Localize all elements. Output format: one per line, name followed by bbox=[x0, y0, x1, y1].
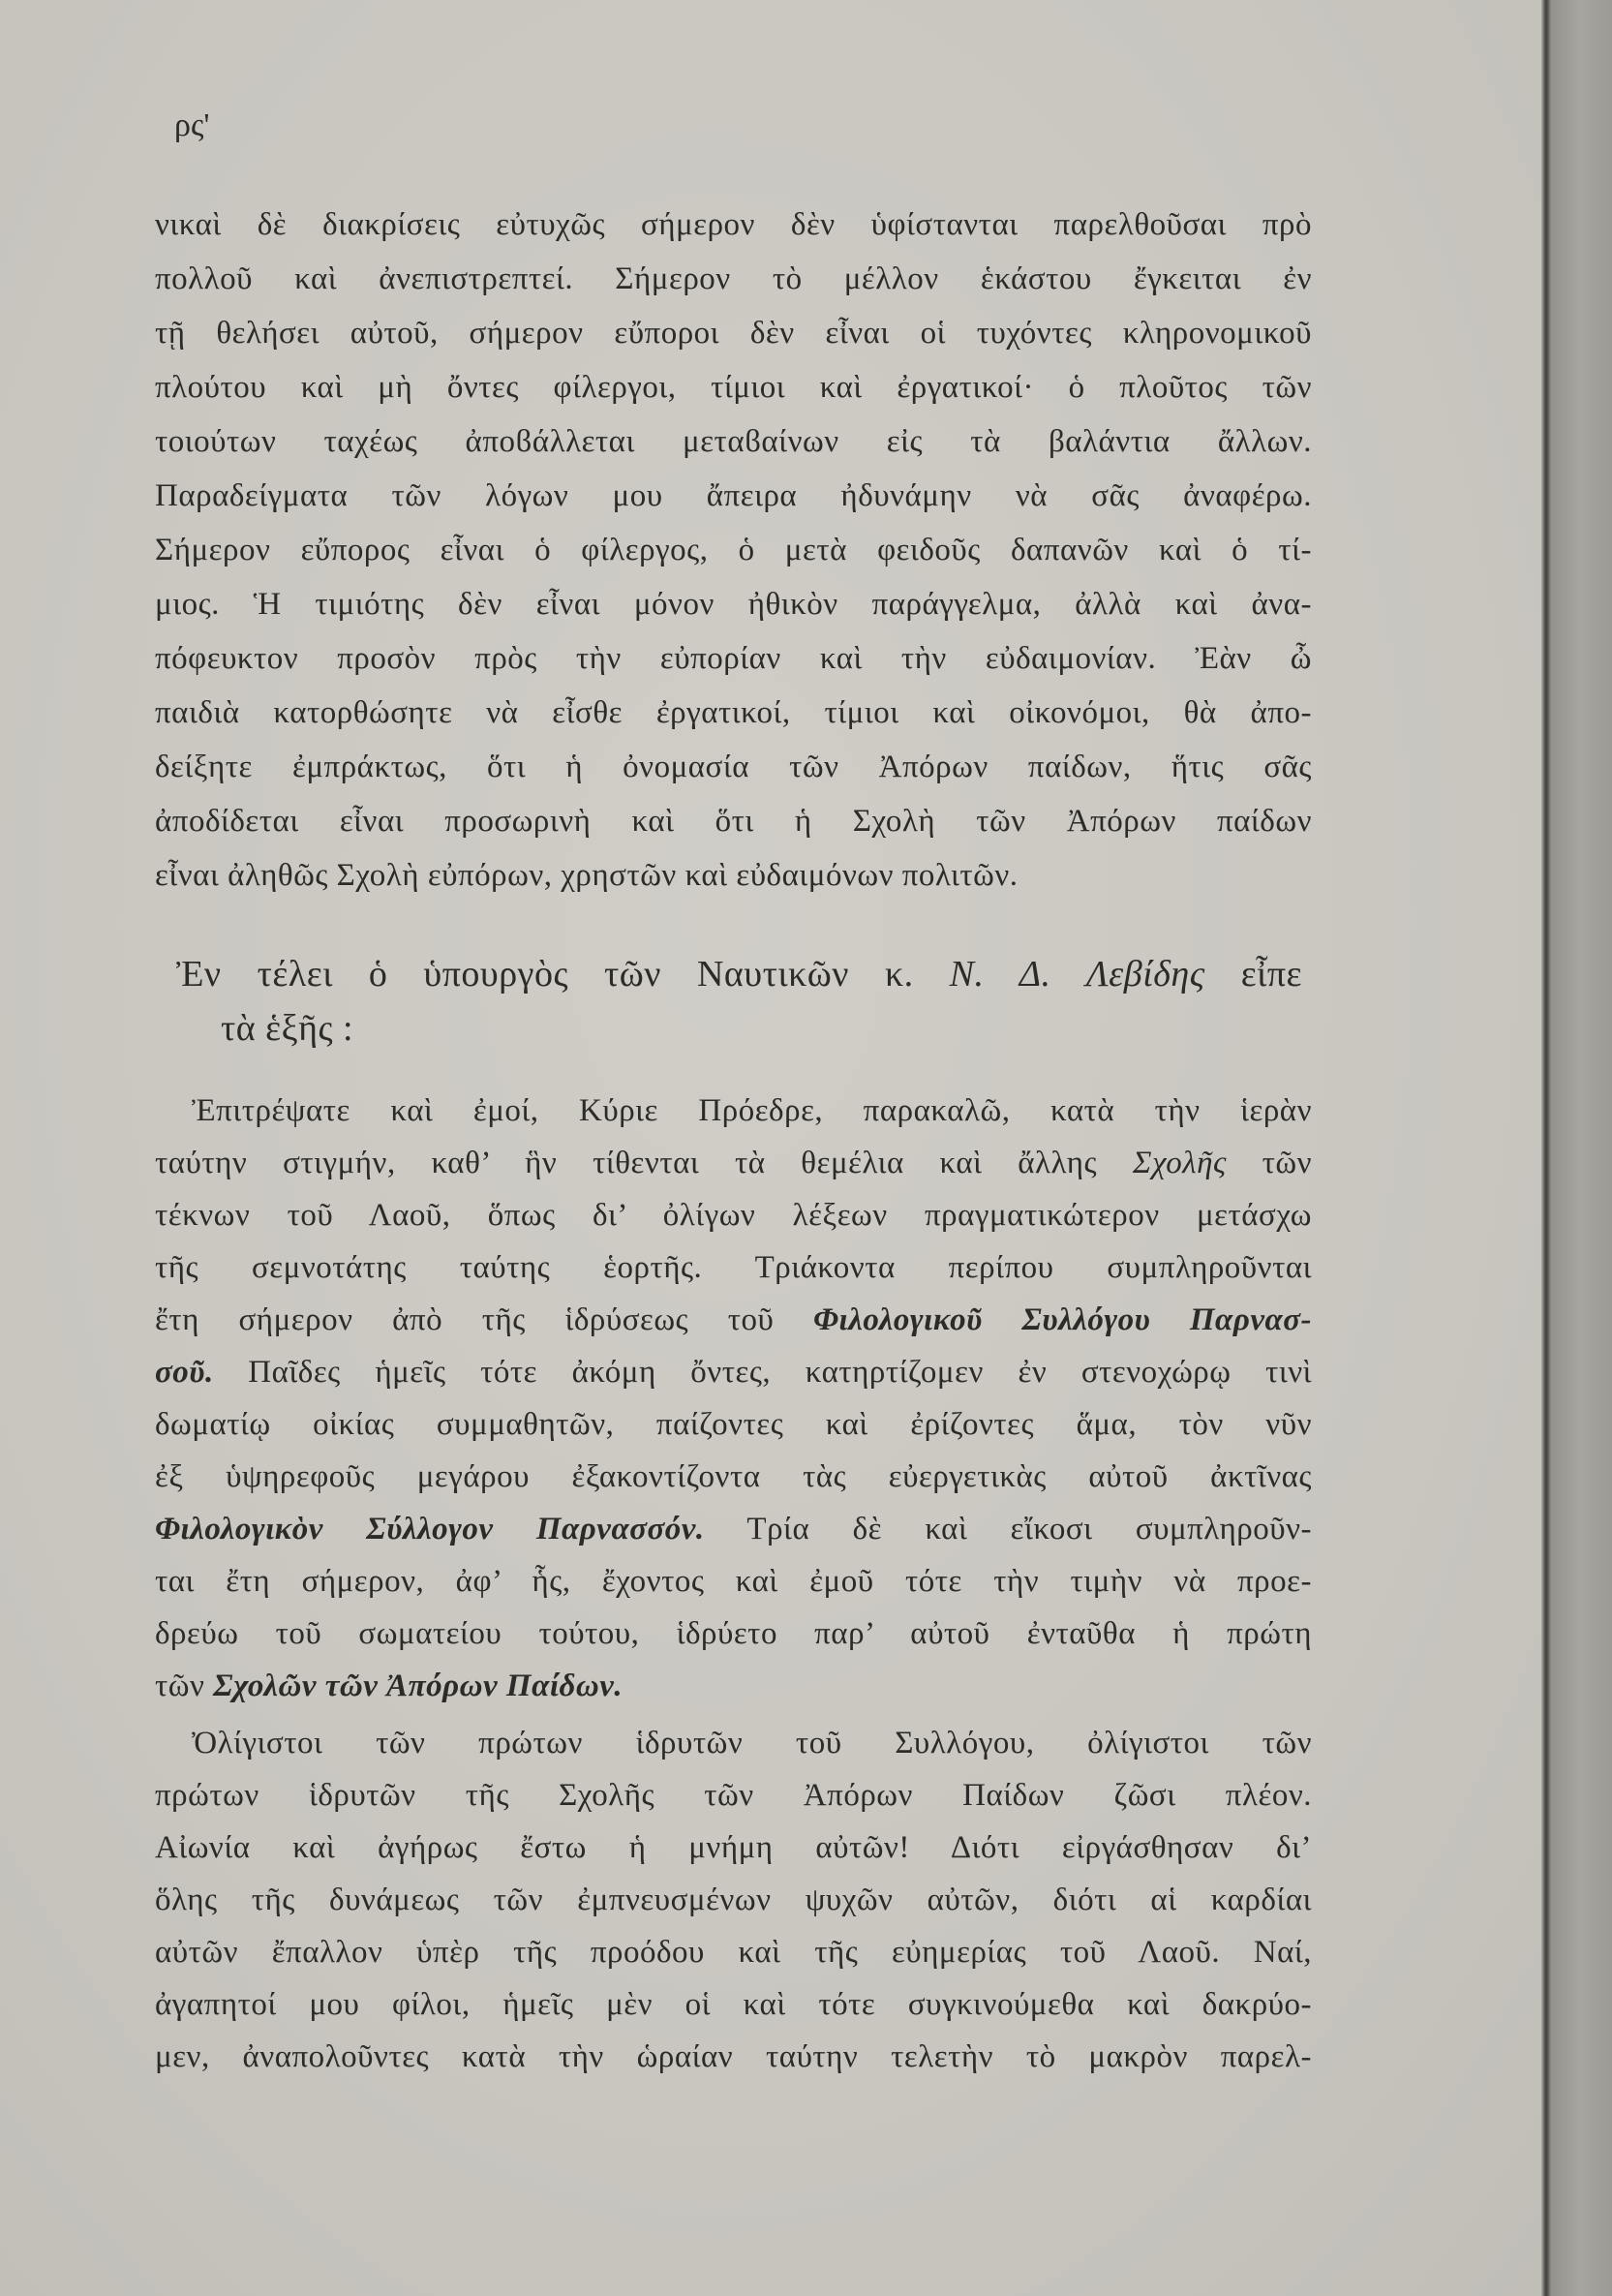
speaker-name: Ν. Δ. Λεβίδης bbox=[949, 954, 1205, 995]
text-line: δείξητε ἐμπράκτως, ὅτι ἡ ὀνομασία τῶν Ἀπόρων παίδων, ἥτις σᾶς bbox=[155, 750, 1312, 784]
text-line: πρώτων ἱδρυτῶν τῆς Σχολῆς τῶν Ἀπόρων Παίδων ζῶσι πλέον. bbox=[155, 1778, 1312, 1813]
text-line: Αἰωνία καὶ ἀγήρως ἔστω ἡ μνήμη αὐτῶν! Διότι εἰργάσθησαν δι’ bbox=[155, 1830, 1312, 1865]
bold-italic-text: Φιλολογικὸν Σύλλογον Παρνασσόν. bbox=[155, 1512, 705, 1546]
text-segment: Τρία δὲ καὶ εἴκοσι συμπληροῦν- bbox=[704, 1512, 1312, 1546]
text-line: δωματίῳ οἰκίας συμμαθητῶν, παίζοντες καὶ ἐρίζοντες ἅμα, τὸν νῦν bbox=[155, 1407, 1312, 1442]
text-line: ἀποδίδεται εἶναι προσωρινὴ καὶ ὅτι ἡ Σχολὴ τῶν Ἀπόρων παίδων bbox=[155, 804, 1312, 839]
text-line: τῆς σεμνοτάτης ταύτης ἑορτῆς. Τριάκοντα περίπου συμπληροῦνται bbox=[155, 1250, 1312, 1285]
italic-text: Σχολῆς bbox=[1132, 1146, 1227, 1180]
text-line: ὅλης τῆς δυνάμεως τῶν ἐμπνευσμένων ψυχῶν αὐτῶν, διότι αἱ καρδίαι bbox=[155, 1883, 1312, 1917]
bold-italic-text: Σχολῶν τῶν Ἀπόρων Παίδων. bbox=[213, 1668, 624, 1703]
text-line: αὐτῶν ἔπαλλον ὑπὲρ τῆς προόδου καὶ τῆς εὐημερίας τοῦ Λαοῦ. Ναί, bbox=[155, 1935, 1312, 1970]
page-number: ρς' bbox=[174, 107, 210, 143]
text-line bbox=[155, 1346, 1312, 1398]
bold-italic-text: σοῦ. bbox=[155, 1355, 214, 1390]
text-segment: Παῖδες ἡμεῖς τότε ἀκόμη ὄντες, κατηρτίζομεν ἐν στενοχώρῳ τινὶ bbox=[213, 1355, 1312, 1390]
text-line: πολλοῦ καὶ ἀνεπιστρεπτεί. Σήμερον τὸ μέλλον ἑκάστου ἔγκειται ἐν bbox=[155, 261, 1312, 296]
text-segment: τῶν bbox=[1226, 1146, 1312, 1180]
text-line: ἀγαπητοί μου φίλοι, ἡμεῖς μὲν οἱ καὶ τότε συγκινούμεθα καὶ δακρύο- bbox=[155, 1987, 1312, 2022]
text-line: μεν, ἀναπολοῦντες κατὰ τὴν ὡραίαν ταύτην τελετὴν τὸ μακρὸν παρελ- bbox=[155, 2039, 1312, 2074]
text-line: Σήμερον εὔπορος εἶναι ὁ φίλεργος, ὁ μετὰ φειδοῦς δαπανῶν καὶ ὁ τί- bbox=[155, 533, 1312, 567]
text-line: Παραδείγματα τῶν λόγων μου ἄπειρα ἠδυνάμην νὰ σᾶς ἀναφέρω. bbox=[155, 478, 1312, 513]
text-line: νικαὶ δὲ διακρίσεις εὐτυχῶς σήμερον δὲν ὑφίστανται παρελθοῦσαι πρὸ bbox=[155, 207, 1312, 242]
text-line: τῇ θελήσει αὐτοῦ, σήμερον εὔποροι δὲν εἶναι οἱ τυχόντες κληρονομικοῦ bbox=[155, 316, 1312, 351]
text-line: ἐξ ὑψηρεφοῦς μεγάρου ἐξακοντίζοντα τὰς εὐεργετικὰς αὐτοῦ ἀκτῖνας bbox=[155, 1459, 1312, 1494]
text-line: δρεύω τοῦ σωματείου τούτου, ἱδρύετο παρ’ αὐτοῦ ἐνταῦθα ἡ πρώτη bbox=[155, 1616, 1312, 1651]
text-segment: εἶπε bbox=[1204, 954, 1303, 995]
heading-line bbox=[176, 947, 1302, 1001]
text-line: τοιούτων ταχέως ἀποϐάλλεται μεταϐαίνων εἰς τὰ βαλάντια ἄλλων. bbox=[155, 424, 1312, 459]
binding-gutter-shadow bbox=[1541, 0, 1612, 2296]
text-line: εἶναι ἀληθῶς Σχολὴ εὐπόρων, χρηστῶν καὶ εὐδαιμόνων πολιτῶν. bbox=[155, 858, 1019, 893]
text-line: μιος. Ἡ τιμιότης δὲν εἶναι μόνον ἠθικὸν παράγγελμα, ἀλλὰ καὶ ἀνα- bbox=[155, 587, 1312, 622]
text-line: τέκνων τοῦ Λαοῦ, ὅπως δι’ ὀλίγων λέξεων πραγματικώτερον μετάσχω bbox=[155, 1198, 1312, 1233]
paragraph bbox=[155, 1085, 1312, 1712]
text-line bbox=[155, 1137, 1312, 1189]
text-segment: ταύτην στιγμήν, καθ’ ἣν τίθενται τὰ θεμέλια καὶ ἄλλης bbox=[155, 1146, 1133, 1180]
text-line bbox=[155, 1503, 1312, 1555]
text-line bbox=[155, 1660, 1312, 1712]
text-line: πλούτου καὶ μὴ ὄντες φίλεργοι, τίμιοι καὶ ἐργατικοί· ὁ πλοῦτος τῶν bbox=[155, 370, 1312, 405]
text-segment: τῶν bbox=[155, 1668, 214, 1703]
text-segment: Ἐν τέλει ὁ ὑπουργὸς τῶν Ναυτικῶν κ. bbox=[176, 954, 950, 995]
text-line: πόφευκτον προσὸν πρὸς τὴν εὐπορίαν καὶ τὴν εὐδαιμονίαν. Ἐὰν ὦ bbox=[155, 641, 1312, 676]
speaker-heading bbox=[176, 947, 1302, 1056]
text-segment: ἔτη σήμερον ἀπὸ τῆς ἱδρύσεως τοῦ bbox=[155, 1302, 814, 1337]
paragraph bbox=[155, 1717, 1312, 2083]
bold-italic-text: Φιλολογικοῦ Συλλόγου Παρνασ- bbox=[813, 1302, 1312, 1337]
text-line: παιδιὰ κατορθώσητε νὰ εἶσθε ἐργατικοί, τίμιοι καὶ οἰκονόμοι, θὰ ἀπο- bbox=[155, 695, 1312, 730]
text-line: Ἐπιτρέψατε καὶ ἐμοί, Κύριε Πρόεδρε, παρακαλῶ, κατὰ τὴν ἱερὰν bbox=[192, 1093, 1312, 1128]
paragraph bbox=[155, 198, 1312, 903]
text-line: ται ἔτη σήμερον, ἀφ’ ἧς, ἔχοντος καὶ ἐμοῦ τότε τὴν τιμὴν νὰ προε- bbox=[155, 1564, 1312, 1599]
text-line bbox=[155, 1294, 1312, 1346]
heading-line: τὰ ἑξῆς : bbox=[221, 1008, 354, 1049]
text-line: Ὀλίγιστοι τῶν πρώτων ἱδρυτῶν τοῦ Συλλόγου, ὀλίγιστοι τῶν bbox=[192, 1726, 1312, 1760]
